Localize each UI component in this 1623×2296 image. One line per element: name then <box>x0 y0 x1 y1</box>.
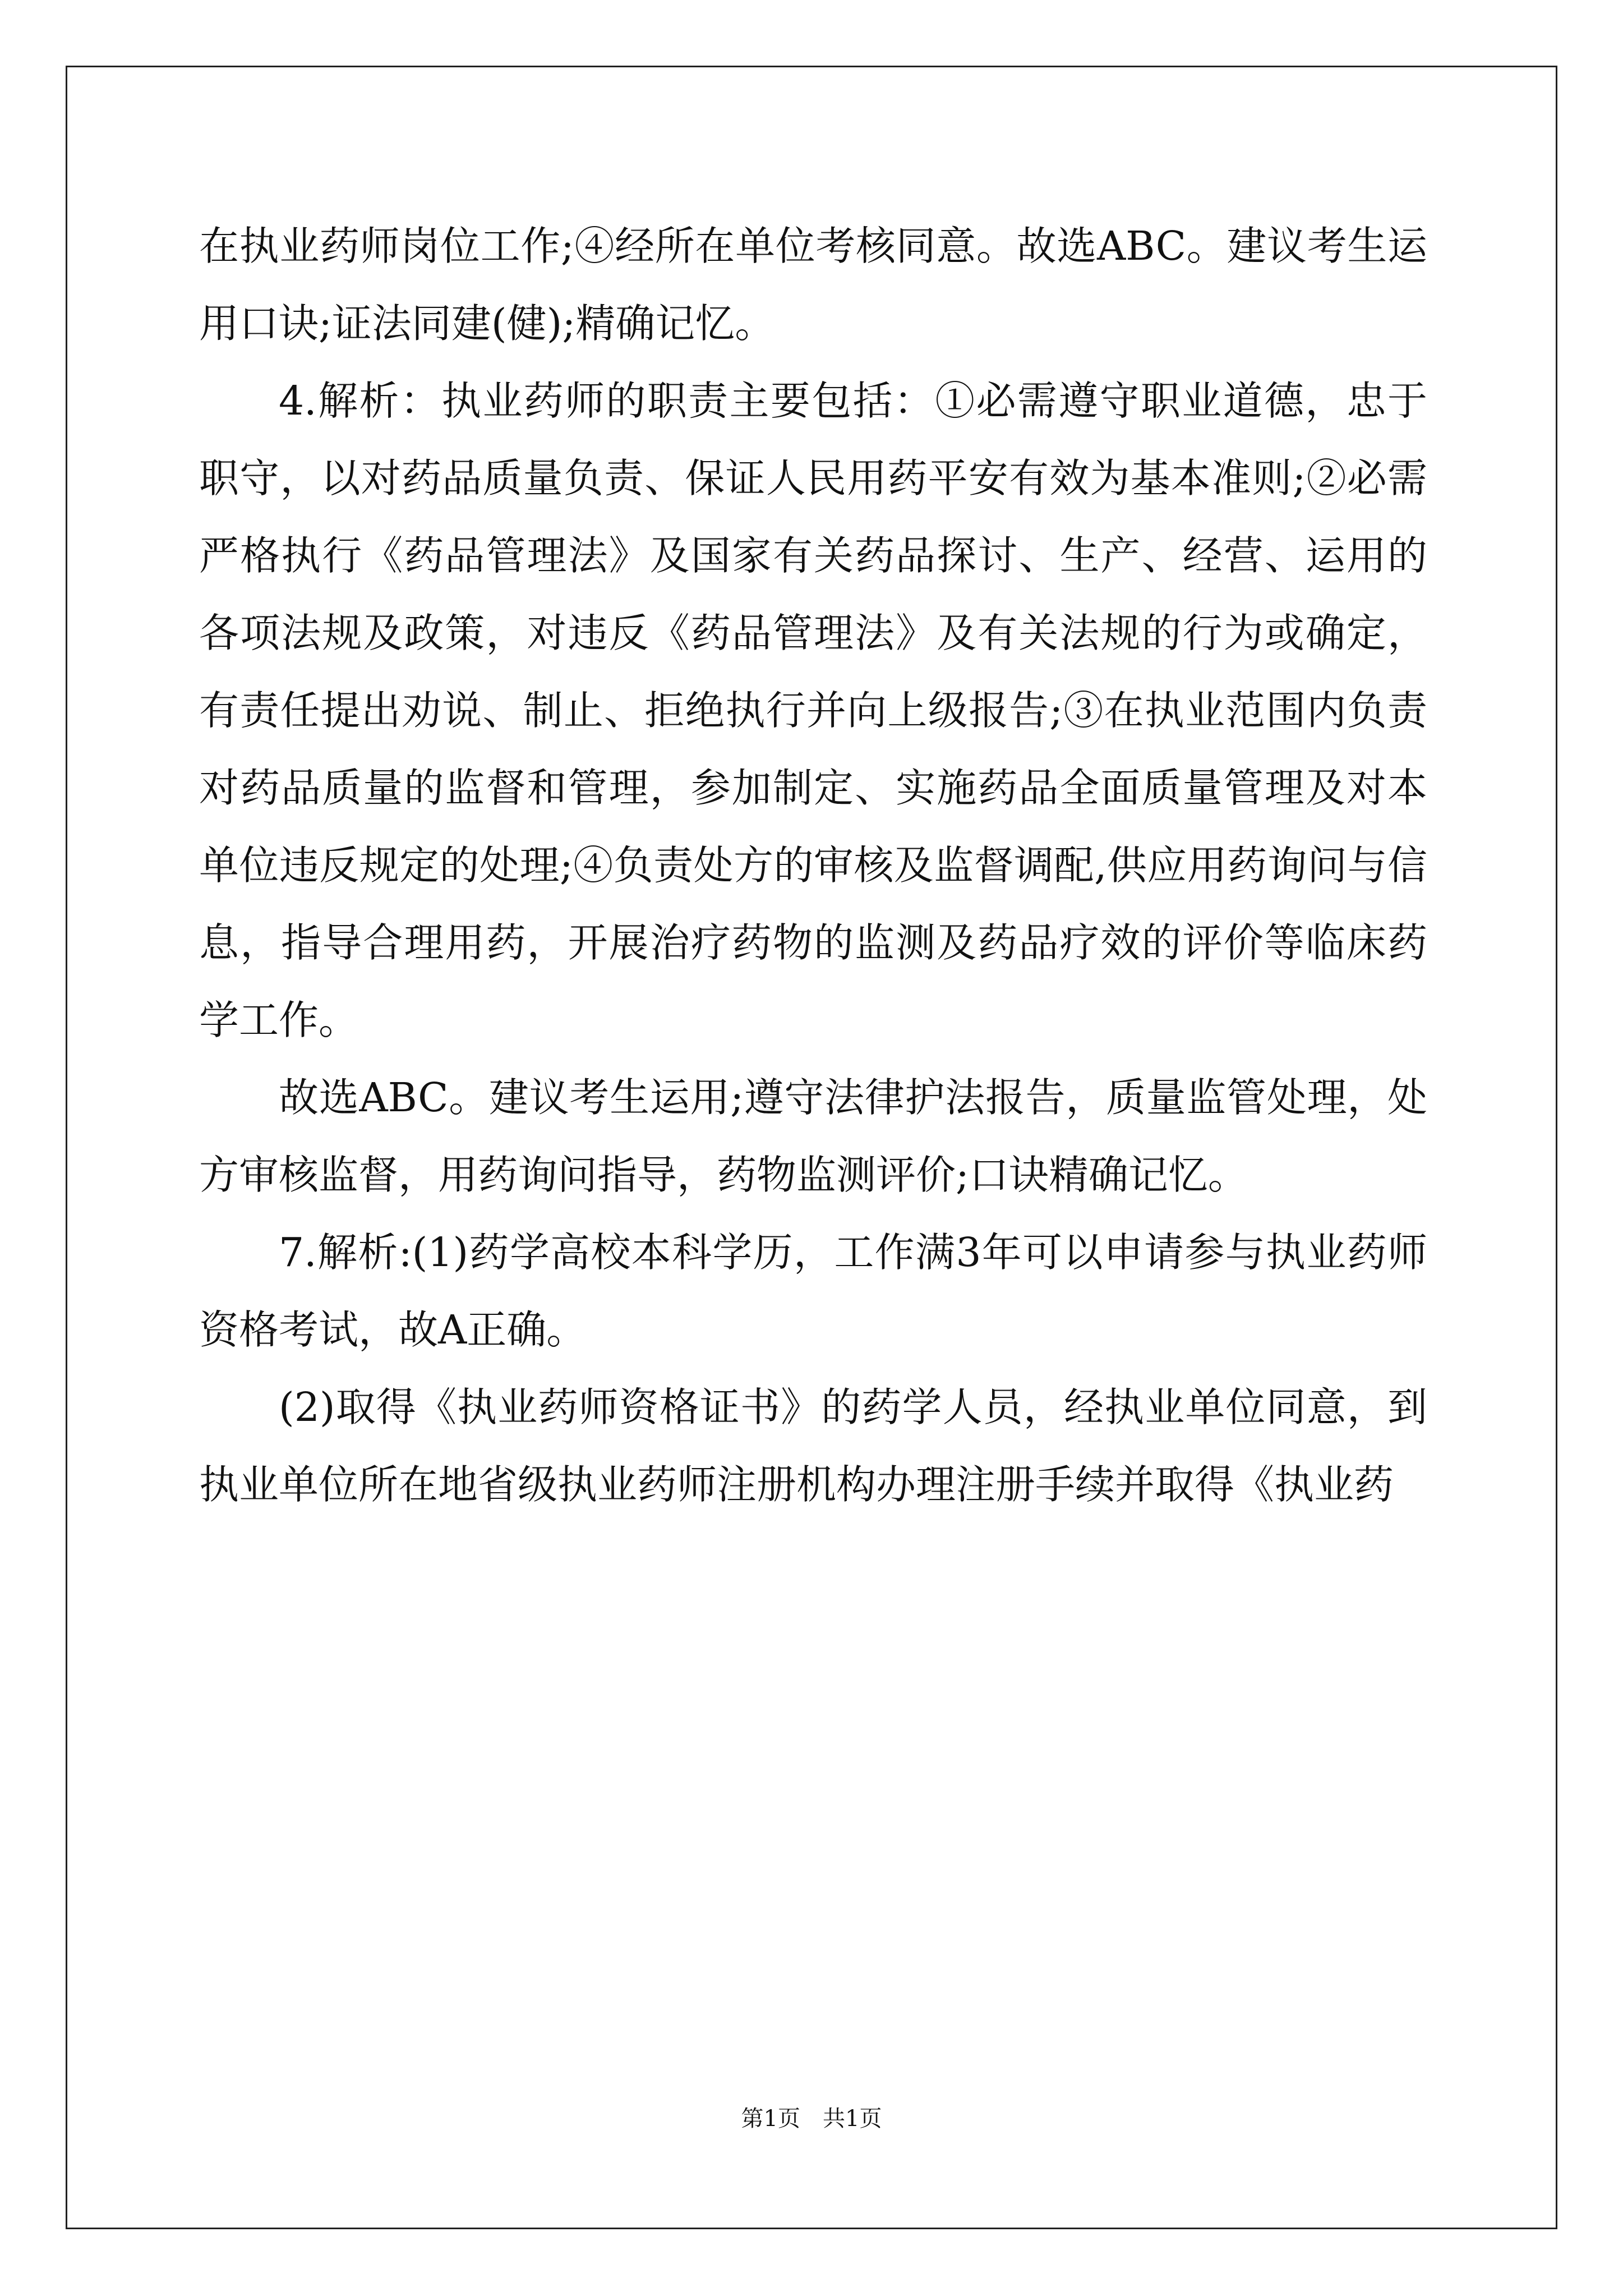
document-body <box>199 208 1427 1524</box>
paragraph-3: 故选ABC。建议考生运用;遵守法律护法报告，质量监管处理，处方审核监督，用药询问指导，药物监测评价;口诀精确记忆。 <box>199 1074 1427 1198</box>
paragraph-4: 7.解析:(1)药学高校本科学历，工作满3年可以申请参与执业药师资格考试，故A正确。 <box>199 1229 1427 1353</box>
paragraph-1: 在执业药师岗位工作;④经所在单位考核同意。故选ABC。建议考生运用口诀;证法同建(健);精确记忆。 <box>199 223 1427 347</box>
paragraph-5: (2)取得《执业药师资格证书》的药学人员，经执业单位同意，到执业单位所在地省级执业药师注册机构办理注册手续并取得《执业药 <box>199 1384 1427 1508</box>
paragraph-2: 4.解析：执业药师的职责主要包括：①必需遵守职业道德，忠于职守，以对药品质量负责、保证人民用药平安有效为基本准则;②必需严格执行《药品管理法》及国家有关药品探讨、生产、经营、运用的各项法规及政策，对违反《药品管理法》及有关法规的行为或确定，有责任提出劝说、制止、拒绝执行并向上级报告;③在执业范围内负责对药品质量的监督和管理，参加制定、实施药品全面质量管理及对本单位违反规定的处理;④负责处方的审核及监督调配,供应用药询问与信息，指导合理用药，开展治疗药物的监测及药品疗效的评价等临床药学工作。 <box>199 378 1427 1043</box>
page-footer: 第1页 共1页 <box>741 2106 882 2132</box>
